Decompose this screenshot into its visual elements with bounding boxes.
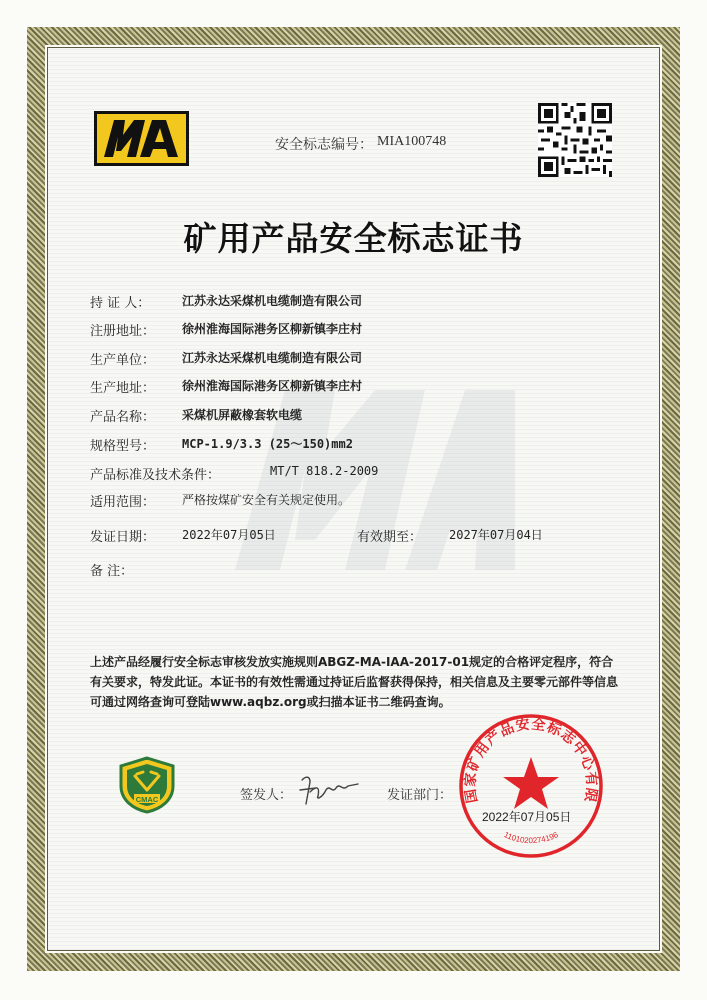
field-label: 规格型号： bbox=[90, 439, 156, 454]
field-label: 适用范围： bbox=[90, 495, 156, 510]
field-value: 严格按煤矿安全有关规定使用。 bbox=[182, 493, 351, 507]
field-label: 发证日期： bbox=[90, 530, 156, 545]
issuer-label: 发证部门： bbox=[387, 788, 453, 803]
field-label: 产品名称： bbox=[90, 410, 156, 425]
field-label: 生产地址： bbox=[90, 381, 156, 396]
field-value: 江苏永达采煤机电缆制造有限公司 bbox=[182, 351, 363, 365]
certification-statement: 上述产品经履行安全标志审核发放实施规则ABGZ-MA-IAA-2017-01规定的合格评定程序，符合有关要求，特发此证。本证书的有效性需通过持证后监督获得保持，相关信息及主要零元部件等信息可通过网络查询可登陆www.aqbz.org或扫描本证书二维码查询。 bbox=[90, 655, 619, 709]
field-value: 江苏永达采煤机电缆制造有限公司 bbox=[182, 294, 363, 308]
field-label: 持 证 人： bbox=[90, 296, 151, 311]
field-value: 2027年07月04日 bbox=[449, 528, 543, 542]
cert-number-value: MIA100748 bbox=[377, 134, 447, 149]
field-label: 产品标准及技术条件： bbox=[90, 468, 221, 483]
signature-mark bbox=[296, 770, 366, 810]
field-label: 注册地址： bbox=[90, 324, 156, 339]
certificate-title: 矿用产品安全标志证书 bbox=[183, 219, 524, 258]
svg-text:安标国家矿用产品安全标志中心有限公司: 国家矿用产品安全标志中心有限 bbox=[462, 716, 600, 805]
svg-text:1101020274196: 1101020274196 bbox=[502, 830, 560, 846]
field-value: 徐州淮海国际港务区柳新镇李庄村 bbox=[182, 322, 363, 336]
field-value: 采煤机屏蔽橡套软电缆 bbox=[182, 408, 303, 422]
seal-date: 2022年07月05日 bbox=[482, 810, 572, 824]
qr-code-icon[interactable] bbox=[538, 103, 612, 177]
cmac-logo bbox=[117, 756, 177, 814]
field-value: 2022年07月05日 bbox=[182, 528, 276, 542]
field-value: 徐州淮海国际港务区柳新镇李庄村 bbox=[182, 379, 363, 393]
field-label: 备 注： bbox=[90, 564, 134, 579]
signer-label: 签发人： bbox=[240, 788, 293, 803]
cert-number-label: 安全标志编号： bbox=[275, 137, 373, 153]
field-label: 生产单位： bbox=[90, 353, 156, 368]
field-value: MT/T 818.2-2009 bbox=[270, 464, 379, 478]
svg-text:CMAC: CMAC bbox=[135, 795, 159, 804]
field-label: 有效期至： bbox=[357, 530, 423, 545]
ma-logo bbox=[94, 111, 189, 166]
official-seal bbox=[458, 713, 604, 859]
field-value: MCP-1.9/3.3 (25～150)mm2 bbox=[182, 437, 353, 451]
